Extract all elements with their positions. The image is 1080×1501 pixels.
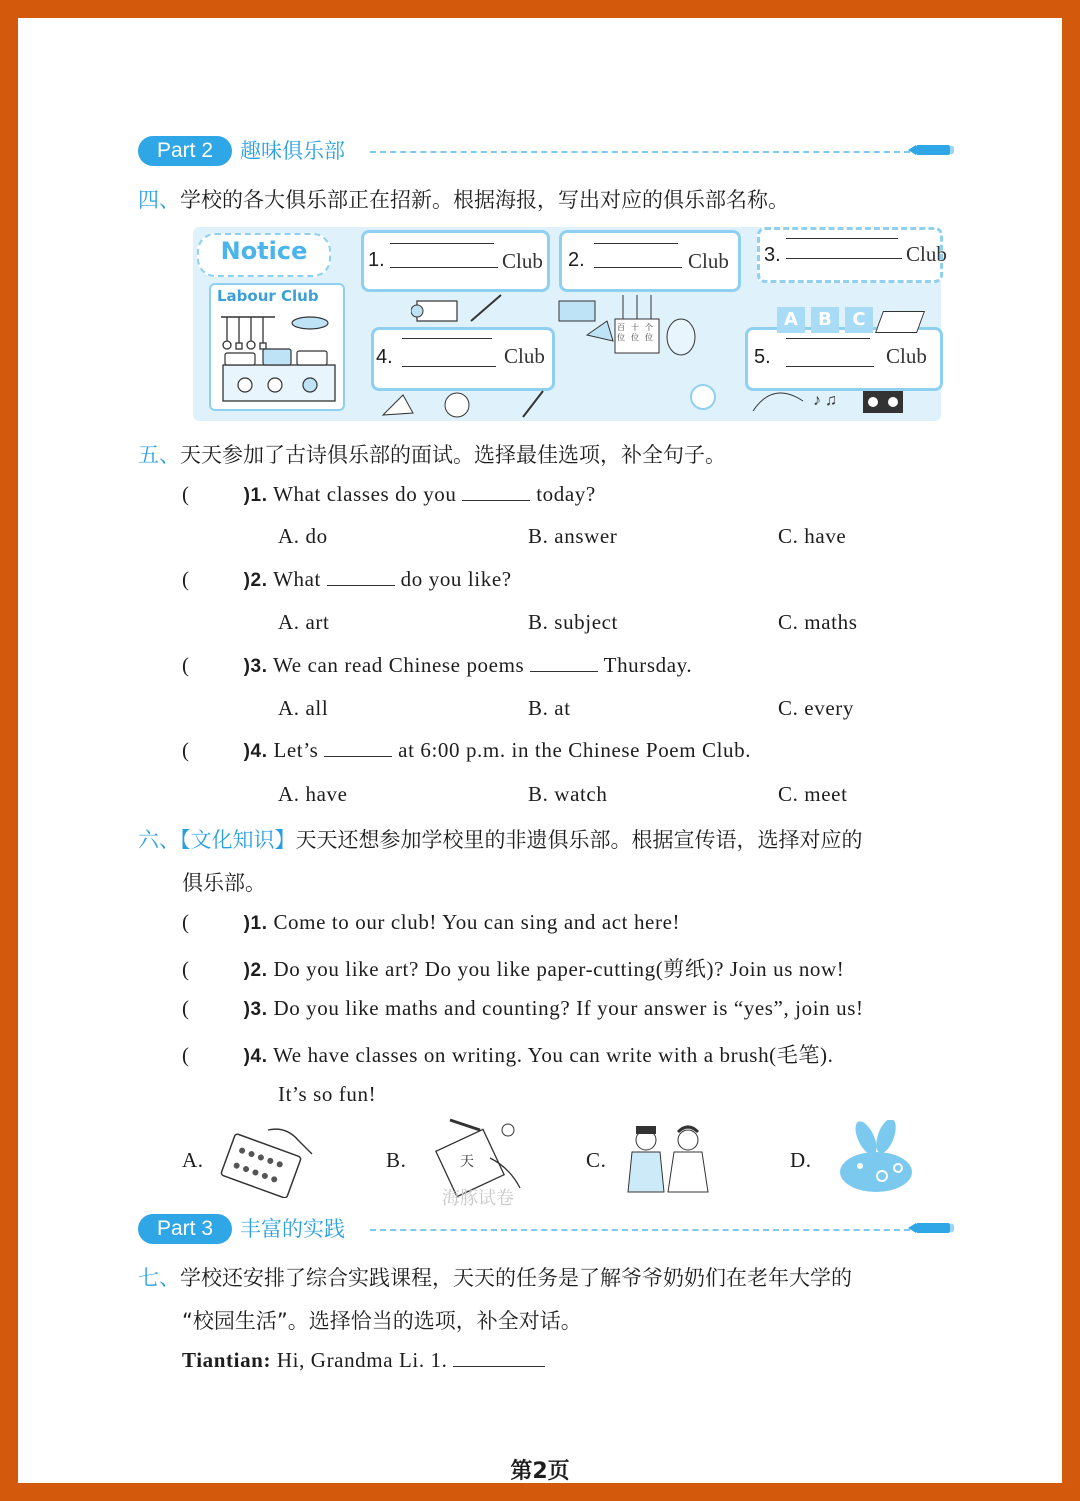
notice-badge [197, 233, 331, 277]
q5-item-3-option-b[interactable]: B. at [528, 696, 571, 720]
q5-item-2-option-a[interactable]: A. art [278, 610, 330, 634]
q6-item-2-paren: ( [182, 957, 190, 981]
q6-heading [138, 824, 863, 854]
club-box-5-answer-line[interactable] [786, 366, 874, 367]
letter-block-a: A [777, 307, 805, 333]
q4-number: 四、 [138, 188, 180, 212]
q6-item-4 [182, 1039, 833, 1069]
abacus-label-ge: 个 [645, 323, 653, 332]
paper-cut-rabbit-picture[interactable] [832, 1120, 922, 1200]
q5-item-3-text-after: Thursday. [603, 653, 693, 677]
q5-item-1-paren: ( [182, 482, 190, 506]
abacus-label-wei-3: 位 [645, 333, 653, 342]
q7-instruction-line-2: “校园生活”。选择恰当的选项，补全对话。 [182, 1309, 582, 1333]
q5-number: 五、 [138, 443, 180, 467]
q5-item-1-blank[interactable] [462, 482, 530, 501]
club-box-5-club-word: Club [886, 344, 927, 368]
q5-item-1-option-a[interactable]: A. do [278, 524, 328, 548]
q5-item-2-paren: ( [182, 567, 190, 591]
club-box-1 [361, 230, 550, 292]
pencil-icon [916, 145, 950, 155]
worksheet-page [18, 18, 1062, 1483]
q6-item-3 [182, 996, 864, 1021]
q5-item-4-option-c[interactable]: C. meet [778, 782, 848, 806]
q5-item-4 [182, 738, 751, 763]
q5-item-3-option-c[interactable]: C. every [778, 696, 854, 720]
notice-board [193, 227, 947, 421]
q5-item-2-blank[interactable] [327, 567, 395, 586]
book-icon [875, 311, 925, 333]
q5-item-3-option-a[interactable]: A. all [278, 696, 329, 720]
labour-club-label: Labour Club [217, 287, 319, 305]
q6-item-2-text: Do you like art? Do you like paper-cutting(剪纸)? Join us now! [273, 957, 845, 981]
club-box-4-club-word: Club [504, 344, 545, 368]
q6-item-4-paren: ( [182, 1043, 190, 1067]
club-box-3-guide-line [786, 238, 898, 239]
q5-item-4-text-before: Let’s [273, 738, 319, 762]
part2-header [138, 136, 950, 170]
q5-item-1-option-b[interactable]: B. answer [528, 524, 618, 548]
q5-heading [138, 439, 726, 469]
q6-item-4-continuation: It’s so fun! [278, 1082, 377, 1106]
q6-item-4-text: We have classes on writing. You can write with a brush(毛笔). [273, 1043, 834, 1067]
club-box-3-number: 3. [764, 244, 781, 266]
abacus-label-shi: 十 [631, 323, 639, 332]
club-box-2-guide-line [594, 243, 678, 244]
q7-blank-1[interactable] [453, 1348, 545, 1367]
club-box-2 [559, 230, 741, 292]
q5-item-2-number: )2. [243, 570, 268, 591]
club-box-1-number: 1. [368, 249, 385, 271]
club-box-4-number: 4. [376, 346, 393, 368]
club-box-3-club-word: Club [906, 242, 947, 266]
club-box-5-guide-line [786, 338, 870, 339]
q6-item-2 [182, 953, 844, 983]
q5-item-3 [182, 653, 692, 678]
q7-instruction-line-1: 学校还安排了综合实践课程，天天的任务是了解爷爷奶奶们在老年大学的 [180, 1266, 852, 1290]
q6-item-1-number: )1. [243, 913, 268, 934]
letter-block-b: B [811, 307, 839, 333]
club-box-1-guide-line [390, 243, 494, 244]
q5-item-3-text-before: We can read Chinese poems [273, 653, 525, 677]
q5-item-2-option-b[interactable]: B. subject [528, 610, 618, 634]
q6-picture-label-c: C. [586, 1148, 607, 1172]
q6-item-3-paren: ( [182, 996, 190, 1020]
q6-picture-label-d: D. [790, 1148, 812, 1172]
abacus-label-wei-2: 位 [631, 333, 639, 342]
q5-item-3-paren: ( [182, 653, 190, 677]
page-number: 第2页 [510, 1459, 570, 1484]
abacus-hands-picture[interactable] [218, 1122, 322, 1198]
q5-item-4-option-a[interactable]: A. have [278, 782, 348, 806]
club-box-4-guide-line [402, 338, 492, 339]
q5-item-4-paren: ( [182, 738, 190, 762]
part2-divider [370, 151, 910, 153]
q5-item-4-text-after: at 6:00 p.m. in the Chinese Poem Club. [398, 738, 752, 762]
q7-number: 七、 [138, 1266, 180, 1290]
letter-blocks [777, 307, 921, 333]
q6-picture-label-a: A. [182, 1148, 204, 1172]
abacus-label-wei-1: 位 [617, 333, 625, 342]
q5-item-1-text-before: What classes do you [273, 482, 457, 506]
q5-item-4-blank[interactable] [324, 738, 392, 757]
q6-tag: 【文化知识】 [180, 828, 296, 852]
q5-item-4-number: )4. [243, 741, 268, 762]
q5-instruction: 天天参加了古诗俱乐部的面试。选择最佳选项，补全句子。 [180, 443, 726, 467]
q5-item-2-text-after: do you like? [400, 567, 512, 591]
part3-divider [370, 1229, 910, 1231]
q6-instruction-line-2: 俱乐部。 [182, 871, 266, 895]
q6-item-1 [182, 910, 680, 935]
q4-heading [138, 184, 789, 214]
q6-item-1-paren: ( [182, 910, 190, 934]
letter-block-c: C [845, 307, 873, 333]
q7-speaker: Tiantian: [182, 1348, 272, 1372]
club-box-2-club-word: Club [688, 249, 729, 273]
club-box-2-answer-line[interactable] [594, 267, 682, 268]
club-box-1-club-word: Club [502, 249, 543, 273]
abacus-labels [617, 323, 661, 343]
q5-item-2-option-c[interactable]: C. maths [778, 610, 858, 634]
q5-item-3-blank[interactable] [530, 653, 598, 672]
part2-label: Part 2 [138, 136, 232, 166]
club-box-5-number: 5. [754, 346, 771, 368]
club-box-2-number: 2. [568, 249, 585, 271]
q5-item-1-number: )1. [243, 485, 268, 506]
club-box-4 [371, 327, 555, 391]
q6-picture-label-b: B. [386, 1148, 407, 1172]
svg-text:天: 天 [460, 1154, 474, 1170]
q4-instruction: 学校的各大俱乐部正在招新。根据海报，写出对应的俱乐部名称。 [180, 188, 789, 212]
q6-item-4-number: )4. [243, 1046, 268, 1067]
q5-item-2-text-before: What [273, 567, 321, 591]
q5-item-1-option-c[interactable]: C. have [778, 524, 847, 548]
club-box-4-answer-line[interactable] [402, 366, 496, 367]
music-instruments-icon [683, 377, 933, 421]
part3-label: Part 3 [138, 1214, 232, 1244]
part3-header [138, 1214, 950, 1248]
notice-title: Notice [220, 237, 308, 265]
club-box-3-answer-line[interactable] [786, 258, 902, 259]
abacus-label-bai: 百 [617, 323, 625, 332]
club-box-3 [757, 227, 947, 283]
q7-line-text: Hi, Grandma Li. 1. [276, 1348, 448, 1372]
craft-tools-icon [373, 387, 573, 421]
q6-item-3-number: )3. [243, 999, 268, 1020]
q7-dialog-line-1 [182, 1348, 545, 1373]
scroll-brush-icon [411, 291, 511, 327]
q6-item-3-text: Do you like maths and counting? If your answer is “yes”, join us! [273, 996, 864, 1020]
q5-item-1 [182, 482, 596, 507]
q6-number: 六、 [138, 828, 180, 852]
q5-item-1-text-after: today? [536, 482, 596, 506]
part2-title: 趣味俱乐部 [240, 139, 345, 163]
q5-item-4-option-b[interactable]: B. watch [528, 782, 608, 806]
kitchen-utensils-icon [215, 309, 339, 405]
q5-item-2 [182, 567, 512, 592]
q5-item-3-number: )3. [243, 656, 268, 677]
pencil-icon [916, 1223, 950, 1233]
club-box-1-answer-line[interactable] [390, 267, 498, 268]
opera-performers-picture[interactable] [622, 1122, 714, 1200]
q6-instruction-line-1: 天天还想参加学校里的非遗俱乐部。根据宣传语，选择对应的 [295, 828, 863, 852]
labour-club-poster [209, 283, 345, 411]
q7-heading [138, 1262, 852, 1292]
part3-title: 丰富的实践 [240, 1217, 345, 1241]
svg-text:♪ ♫: ♪ ♫ [813, 392, 837, 409]
q6-item-1-text: Come to our club! You can sing and act here! [273, 910, 681, 934]
q6-item-2-number: )2. [243, 960, 268, 981]
watermark-text: 海豚试卷 [442, 1188, 514, 1209]
